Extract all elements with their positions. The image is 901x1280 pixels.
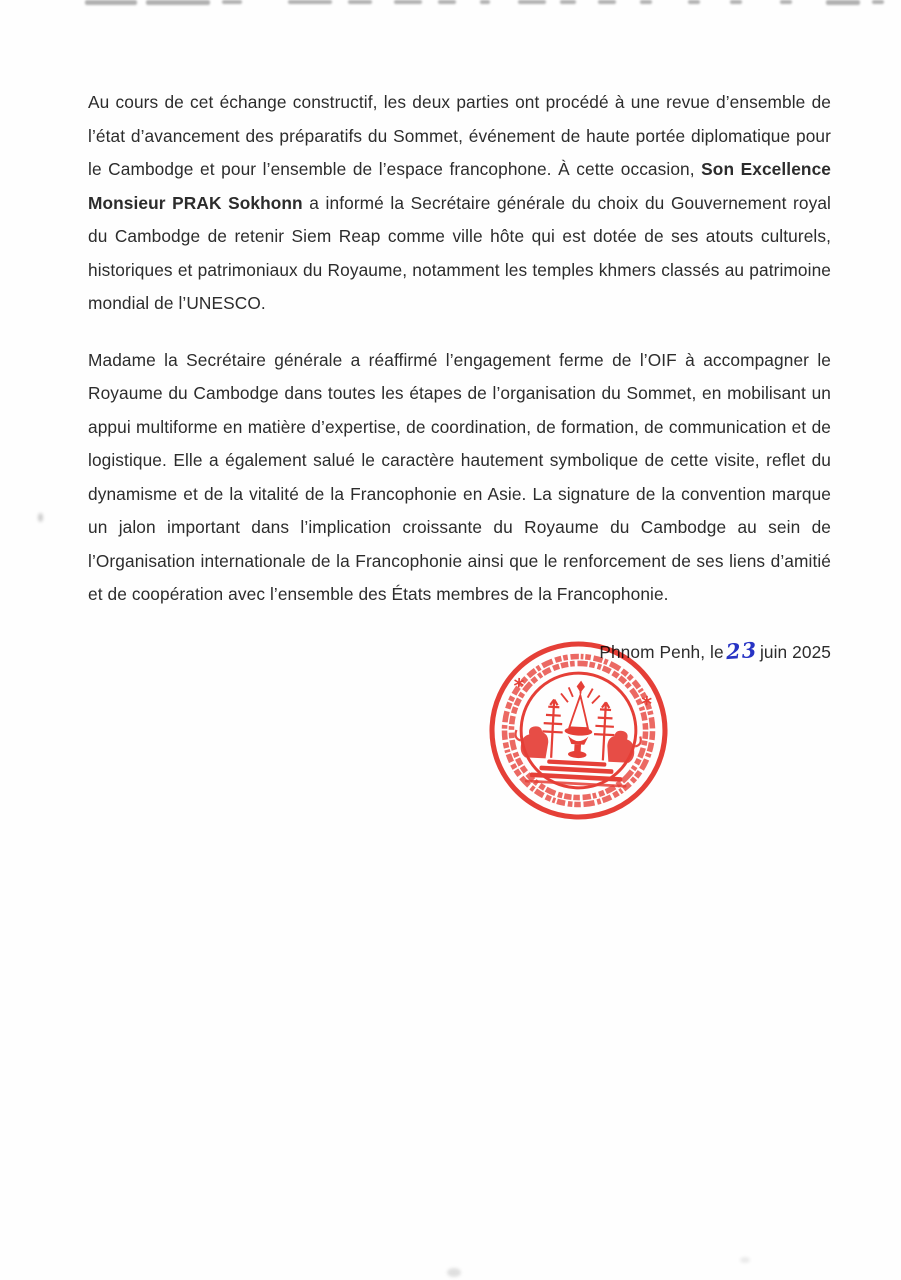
- scan-speck: [740, 1257, 750, 1263]
- dateline: [88, 634, 831, 670]
- document-body: [88, 86, 831, 669]
- handwritten-day: 23: [724, 636, 758, 664]
- royal-seal-graphic: [481, 633, 675, 827]
- svg-text:*: *: [640, 691, 653, 717]
- dateline-suffix: juin 2025: [759, 641, 831, 662]
- paragraph-1: [88, 86, 831, 321]
- paragraph-1-text-after: a informé la Secrétaire générale du choix du Gouvernement royal du Cambodge de retenir Siem Reap comme ville hôte qui est dotée de ses atouts culturels, historiques et patrimoniaux du Royaume, notamment les temples khmers classés au patrimoine mondial de l’UNESCO.: [88, 192, 831, 313]
- paragraph-1-text-before: Au cours de cet échange constructif, les deux parties ont procédé à une revue d’ensemble de l’état d’avancement des préparatifs du Sommet, événement de haute portée diplomatique pour le Cambodge et pour l’ensemble de l’espace francophone. À cette occasion,: [88, 92, 831, 179]
- paragraph-1-bold-name: Son Excellence Monsieur PRAK Sokhonn: [88, 159, 831, 213]
- royal-seal-stamp: [481, 633, 675, 827]
- dateline-prefix: Phnom Penh, le: [599, 641, 724, 662]
- svg-text:*: *: [512, 673, 525, 699]
- scan-speck: [447, 1268, 461, 1277]
- paragraph-2: Madame la Secrétaire générale a réaffirmé l’engagement ferme de l’OIF à accompagner le Royaume du Cambodge dans toutes les étapes de l’organisation du Sommet, en mobilisant un appui multiforme en matière d’expertise, de coordination, de formation, de communication et de logistique. Elle a également salué le caractère hautement symbolique de cette visite, reflet du dynamisme et de la vitalité de la Francophonie en Asie. La signature de la convention marque un jalon important dans l’implication croissante du Royaume du Cambodge au sein de l’Organisation internationale de la Francophonie ainsi que le renforcement de ses liens d’amitié et de coopération avec l’ensemble des États membres de la Francophonie.: [88, 349, 831, 604]
- scan-speck: [38, 513, 43, 522]
